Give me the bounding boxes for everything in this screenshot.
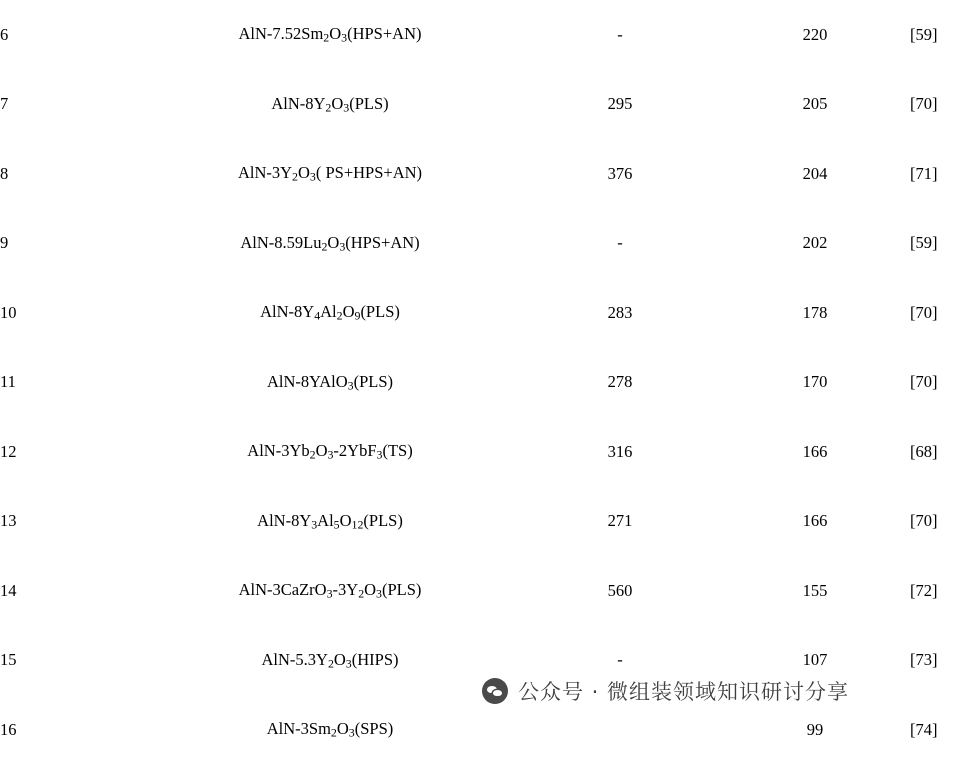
table-row	[0, 487, 969, 557]
cell-composition: AlN-$5.3Y_2O_3(HIPS)$	[261, 649, 399, 671]
cell-value-2: 166	[802, 441, 828, 461]
table-row	[0, 417, 969, 487]
cell-value-2: 99	[806, 719, 824, 739]
cell-reference[interactable]: [70]	[910, 302, 938, 322]
cell-index: 8	[0, 163, 9, 183]
cell-composition: AlN-$8.59Lu_2O_3(HPS+AN)$	[240, 232, 420, 254]
cell-index: 11	[0, 372, 16, 392]
cell-reference[interactable]: [70]	[910, 372, 938, 392]
table-row	[0, 348, 969, 418]
cell-composition: AlN-$3Y_2O_3$( PS+HPS+AN)	[237, 163, 423, 184]
cell-value-1: 283	[607, 302, 633, 322]
table-row	[0, 695, 969, 765]
table-row	[0, 0, 969, 70]
cell-index: 15	[0, 650, 17, 670]
cell-value-2: 220	[802, 24, 828, 44]
cell-value-2: 202	[802, 233, 828, 253]
table-row	[0, 139, 969, 209]
cell-value-2: 155	[802, 580, 828, 600]
cell-value-1: -	[617, 650, 623, 670]
cell-index: 10	[0, 302, 17, 322]
cell-value-1: 316	[607, 441, 633, 461]
cell-value-2: 204	[802, 163, 828, 183]
cell-reference[interactable]: [70]	[910, 511, 938, 531]
cell-value-1: 278	[607, 372, 633, 392]
cell-value-2: 178	[802, 302, 828, 322]
cell-composition: AlN-$8Y_4Al_2O_9(PLS)$	[260, 302, 400, 323]
cell-composition: AlN-$3Sm_2O_3(SPS)$	[266, 719, 394, 740]
cell-value-1: 376	[607, 163, 633, 183]
cell-composition: AlN-$7.52Sm_2O_3(HPS+AN)$	[238, 24, 422, 45]
cell-reference[interactable]: [59]	[910, 233, 938, 253]
cell-composition: AlN-$3Yb_2O_3-2YbF_3(TS)$	[247, 441, 413, 462]
watermark-text: 公众号 · 微组装领域知识研讨分享	[518, 680, 850, 704]
table-row	[0, 278, 969, 348]
cell-index: 12	[0, 441, 17, 461]
cell-reference[interactable]: [74]	[910, 719, 938, 739]
table-row	[0, 209, 969, 279]
cell-value-2: 170	[802, 372, 828, 392]
cell-reference[interactable]: [72]	[910, 580, 938, 600]
cell-reference[interactable]: [59]	[910, 24, 938, 44]
cell-value-1: 271	[607, 511, 633, 531]
cell-index: 16	[0, 719, 17, 739]
cell-composition: AlN-$8Y_3Al_5O_{12}(PLS)$	[257, 510, 403, 532]
table-row	[0, 626, 969, 696]
cell-value-2: 205	[802, 94, 828, 114]
cell-value-2: 107	[802, 650, 828, 670]
cell-index: 7	[0, 94, 9, 114]
cell-value-1	[520, 695, 720, 765]
cell-index: 6	[0, 24, 9, 44]
cell-value-1: 560	[607, 580, 633, 600]
cell-index: 14	[0, 580, 17, 600]
cell-composition: AlN-$3CaZrO_3-3Y_2O_3(PLS)$	[238, 580, 422, 601]
cell-value-2: 166	[802, 511, 828, 531]
cell-composition: AlN-$8Y_2O_3(PLS)$	[271, 93, 389, 115]
cell-reference[interactable]: [71]	[910, 163, 938, 183]
cell-reference[interactable]: [70]	[910, 94, 938, 114]
cell-composition: AlN-8YAlO$_3$(PLS)	[266, 371, 394, 393]
table-row	[0, 556, 969, 626]
cell-value-1: -	[617, 233, 623, 253]
cell-index: 13	[0, 511, 17, 531]
cell-index: 9	[0, 233, 9, 253]
cell-reference[interactable]: [68]	[910, 441, 938, 461]
cell-value-1: 295	[607, 94, 633, 114]
cell-value-1: -	[617, 24, 623, 44]
table-row	[0, 70, 969, 140]
cell-reference[interactable]: [73]	[910, 650, 938, 670]
